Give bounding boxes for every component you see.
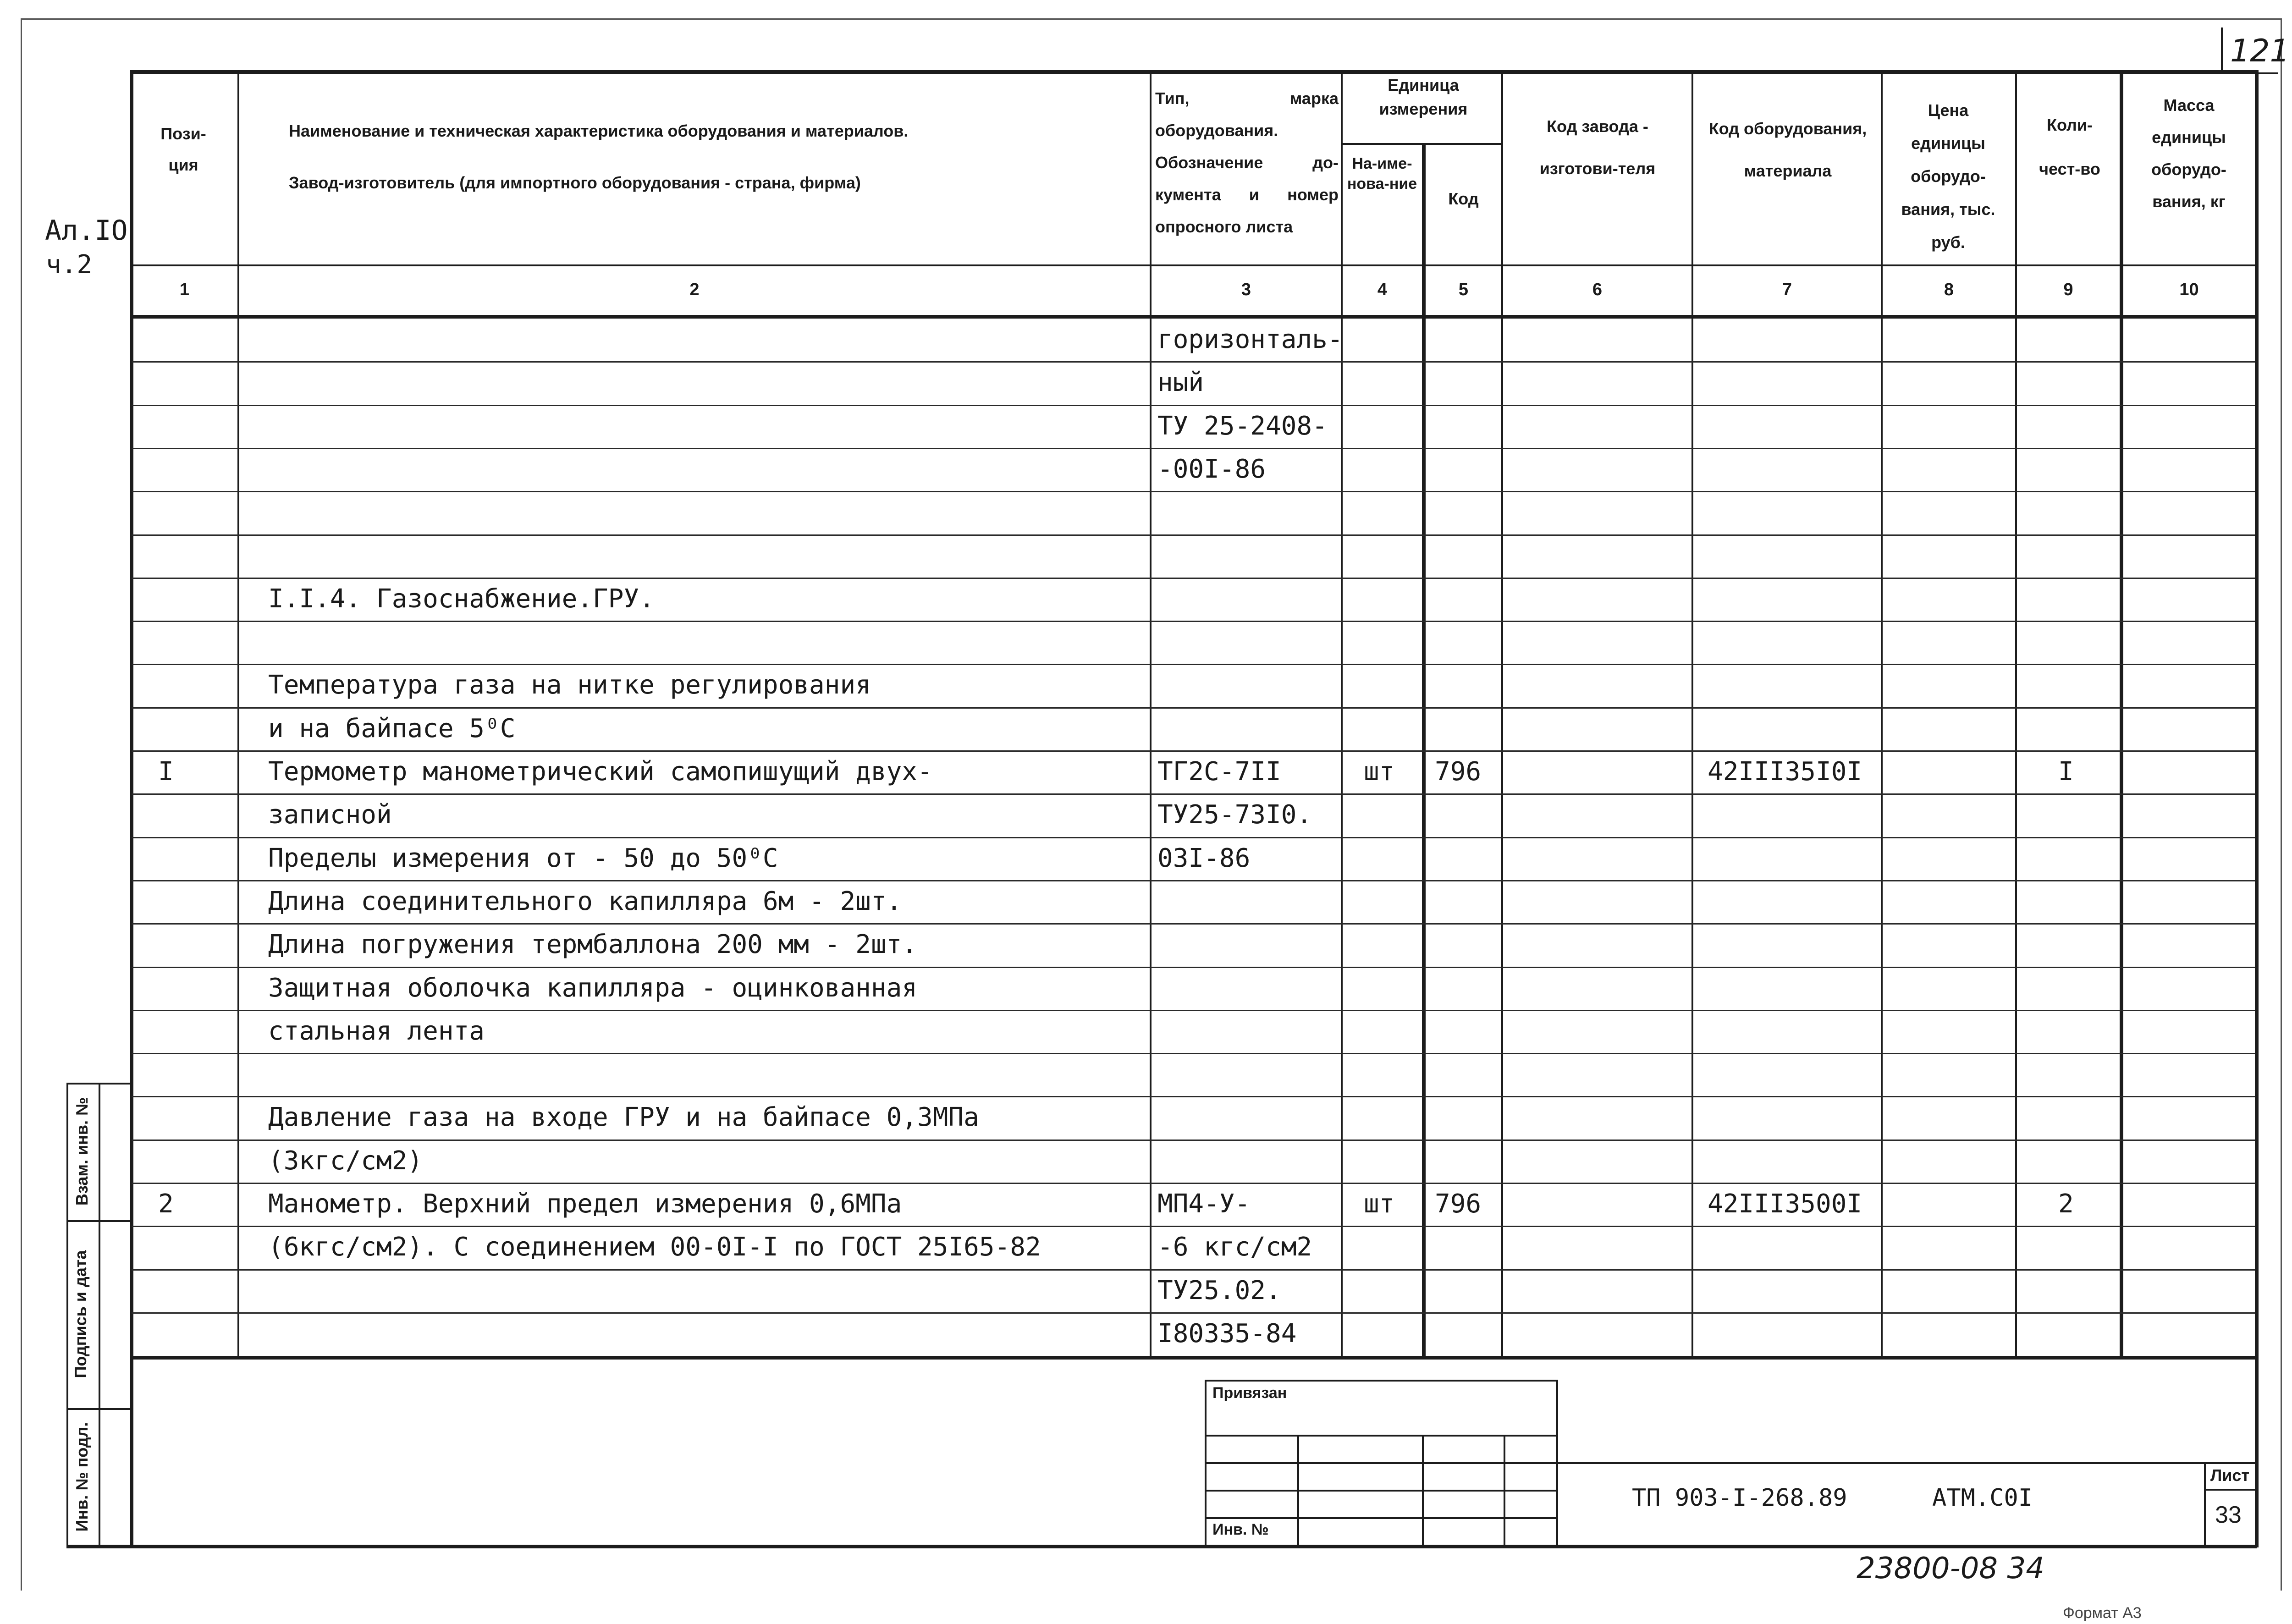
- col-number-6: 6: [1592, 280, 1603, 299]
- row-divider: [132, 1053, 2255, 1054]
- stamp-list-left: [2204, 1462, 2206, 1547]
- side-label-vzam-inv: Взам. инв. №: [72, 1097, 91, 1206]
- row-divider: [132, 880, 2255, 881]
- table-top-border: [130, 70, 2257, 74]
- header-col2-line1: Наименование и техническая характеристика оборудования и материалов.: [289, 121, 909, 140]
- cell-type: ТУ 25-2408-: [1157, 411, 1328, 441]
- header-col10: Масса единицы оборудо-вания, кг: [2151, 96, 2226, 211]
- handwritten-archive-code: 23800-08 34: [1857, 1552, 2044, 1585]
- cell-name: Длина соединительного капилляра 6м - 2шт.: [268, 886, 902, 916]
- cell-name: Пределы измерения от - 50 до 50⁰С: [268, 843, 778, 873]
- part-label: ч.2: [46, 250, 93, 280]
- cell-name: стальная лента: [268, 1016, 485, 1046]
- col-number-1: 1: [179, 280, 190, 299]
- row-divider: [132, 1140, 2255, 1141]
- col-divider-7: [1881, 70, 1883, 1357]
- stamp-top: [1205, 1380, 1558, 1382]
- cell-name: Температура газа на нитке регулирования: [268, 670, 871, 700]
- cell-quantity: I: [2058, 757, 2074, 787]
- stamp-doc-code: ТП 903-I-268.89: [1632, 1484, 1847, 1512]
- row-divider: [132, 1183, 2255, 1184]
- row-divider: [132, 750, 2255, 752]
- col-number-2: 2: [689, 280, 700, 299]
- cell-equipment-code: 42III35I0I: [1708, 757, 1862, 787]
- header-col5: Код: [1448, 189, 1479, 208]
- cell-position: I: [158, 757, 174, 787]
- table-right-border: [2255, 70, 2259, 1547]
- cell-name: Длина погружения термбаллона 200 мм - 2шт.: [268, 930, 918, 959]
- col-divider-3: [1341, 70, 1343, 1357]
- format-label: Формат А3: [2063, 1604, 2142, 1622]
- row-divider: [132, 1312, 2255, 1314]
- cell-type: ТГ2С-7II: [1157, 757, 1281, 787]
- header-col6: Код завода - изготови-теля: [1539, 117, 1656, 178]
- cell-type: I80335-84: [1157, 1319, 1297, 1349]
- stamp-list-label: Лист: [2210, 1466, 2250, 1485]
- cell-name: Давление газа на входе ГРУ и на байпасе 0,3МПа: [268, 1102, 979, 1132]
- stamp-inv-no: Инв. №: [1212, 1521, 1269, 1538]
- col-number-8: 8: [1944, 280, 1954, 299]
- cell-type: -6 кгс/см2: [1157, 1232, 1312, 1262]
- stamp-row-3: [1556, 1462, 2257, 1464]
- cell-type: 03I-86: [1157, 843, 1251, 873]
- cell-type: ТУ25-73I0.: [1157, 800, 1312, 830]
- col-divider-2: [1150, 70, 1152, 1357]
- stamp-doc-mark: АТМ.С0I: [1932, 1484, 2033, 1512]
- header-col9: Коли-чест-во: [2039, 116, 2100, 178]
- outer-frame-right: [2281, 18, 2282, 1591]
- outer-frame-top: [21, 18, 2281, 20]
- header-col3: Тип, марка оборудования. Обозначение до-кумента и номер опросного листа: [1155, 89, 1339, 236]
- cell-type: ный: [1157, 368, 1204, 397]
- col-number-9: 9: [2063, 280, 2073, 299]
- header-unit-group: Единица измерения: [1379, 76, 1468, 118]
- header-col1: Пози-ция: [160, 124, 206, 174]
- cell-type: ТУ25.02.: [1157, 1276, 1281, 1305]
- col-number-7: 7: [1782, 280, 1792, 299]
- row-divider: [132, 707, 2255, 709]
- cell-name: Термометр манометрический самопишущий двух-: [268, 757, 933, 787]
- cell-name: (3кгс/см2): [268, 1146, 423, 1176]
- row-divider: [132, 664, 2255, 665]
- col-number-4: 4: [1377, 280, 1388, 299]
- header-col7: Код оборудования, материала: [1708, 119, 1867, 180]
- col-number-3: 3: [1241, 280, 1251, 299]
- col-number-5: 5: [1458, 280, 1469, 299]
- unit-group-divider: [1341, 143, 1501, 145]
- cell-equipment-code: 42III3500I: [1708, 1189, 1862, 1219]
- stamp-list-number: 33: [2215, 1502, 2242, 1528]
- row-divider: [132, 1096, 2255, 1097]
- cell-name: I.I.4. Газоснабжение.ГРУ.: [268, 584, 655, 614]
- row-divider: [132, 837, 2255, 838]
- cell-unit-code: 796: [1435, 1189, 1482, 1219]
- row-divider: [132, 578, 2255, 579]
- side-stamp-top: [66, 1083, 131, 1085]
- side-stamp-div-1: [66, 1220, 131, 1222]
- row-divider: [132, 405, 2255, 406]
- col-divider-5: [1501, 70, 1503, 1357]
- col-number-10: 10: [2179, 280, 2199, 299]
- header-col2-line2: Завод-изготовитель (для импортного оборудования - страна, фирма): [289, 173, 861, 192]
- page-number-handwritten: 121: [2230, 33, 2290, 69]
- stamp-row-1: [1205, 1435, 1558, 1437]
- cell-name: записной: [268, 800, 392, 830]
- row-divider: [132, 534, 2255, 536]
- cell-name: Манометр. Верхний предел измерения 0,6МПа: [268, 1189, 902, 1219]
- col-divider-8: [2015, 70, 2017, 1357]
- col-divider-6: [1691, 70, 1693, 1357]
- col-divider-1: [237, 70, 239, 1357]
- cell-type: -00I-86: [1157, 454, 1266, 484]
- stamp-row-4: [1205, 1490, 1558, 1492]
- page-number-box-left: [2221, 28, 2223, 73]
- side-stamp-mid-border: [99, 1083, 100, 1547]
- row-divider: [132, 491, 2255, 492]
- side-label-podpis-data: Подпись и дата: [71, 1250, 90, 1378]
- cell-type: горизонталь-: [1157, 325, 1343, 354]
- album-label: Ал.IO: [45, 215, 128, 247]
- side-stamp-left-border: [66, 1083, 68, 1547]
- stamp-row-5: [1205, 1517, 1558, 1519]
- row-divider: [132, 1226, 2255, 1227]
- cell-unit: шт: [1364, 757, 1395, 787]
- cell-name: (6кгс/см2). С соединением 00-0I-I по ГОСТ 25I65-82: [268, 1232, 1041, 1262]
- frame-bottom: [66, 1545, 2257, 1548]
- cell-type: МП4-У-: [1157, 1189, 1251, 1219]
- cell-unit-code: 796: [1435, 757, 1482, 787]
- cell-position: 2: [158, 1189, 174, 1219]
- stamp-row-2: [1205, 1462, 1558, 1464]
- row-divider: [132, 1269, 2255, 1271]
- stamp-list-divider: [2204, 1489, 2257, 1491]
- row-divider: [132, 1010, 2255, 1011]
- col-divider-9: [2120, 70, 2123, 1357]
- outer-frame-left: [21, 18, 22, 1591]
- row-divider: [132, 967, 2255, 968]
- table-bottom-border: [130, 1356, 2257, 1360]
- row-divider: [132, 361, 2255, 363]
- header-col4: На-име-нова-ние: [1347, 155, 1417, 193]
- cell-name: и на байпасе 5⁰С: [268, 714, 516, 743]
- row-divider: [132, 923, 2255, 925]
- row-divider: [132, 793, 2255, 795]
- row-divider: [132, 448, 2255, 449]
- cell-quantity: 2: [2058, 1189, 2074, 1219]
- row-divider: [132, 621, 2255, 622]
- stamp-privyazan: Привязан: [1212, 1384, 1287, 1402]
- number-row-bottom-border: [130, 315, 2257, 319]
- side-label-inv-podl: Инв. № подл.: [72, 1422, 91, 1532]
- side-stamp-div-2: [66, 1408, 131, 1410]
- header-col8: Цена единицы оборудо-вания, тыс. руб.: [1901, 101, 1995, 252]
- cell-name: Защитная оболочка капилляра - оцинкованная: [268, 973, 918, 1003]
- cell-unit: шт: [1364, 1189, 1395, 1219]
